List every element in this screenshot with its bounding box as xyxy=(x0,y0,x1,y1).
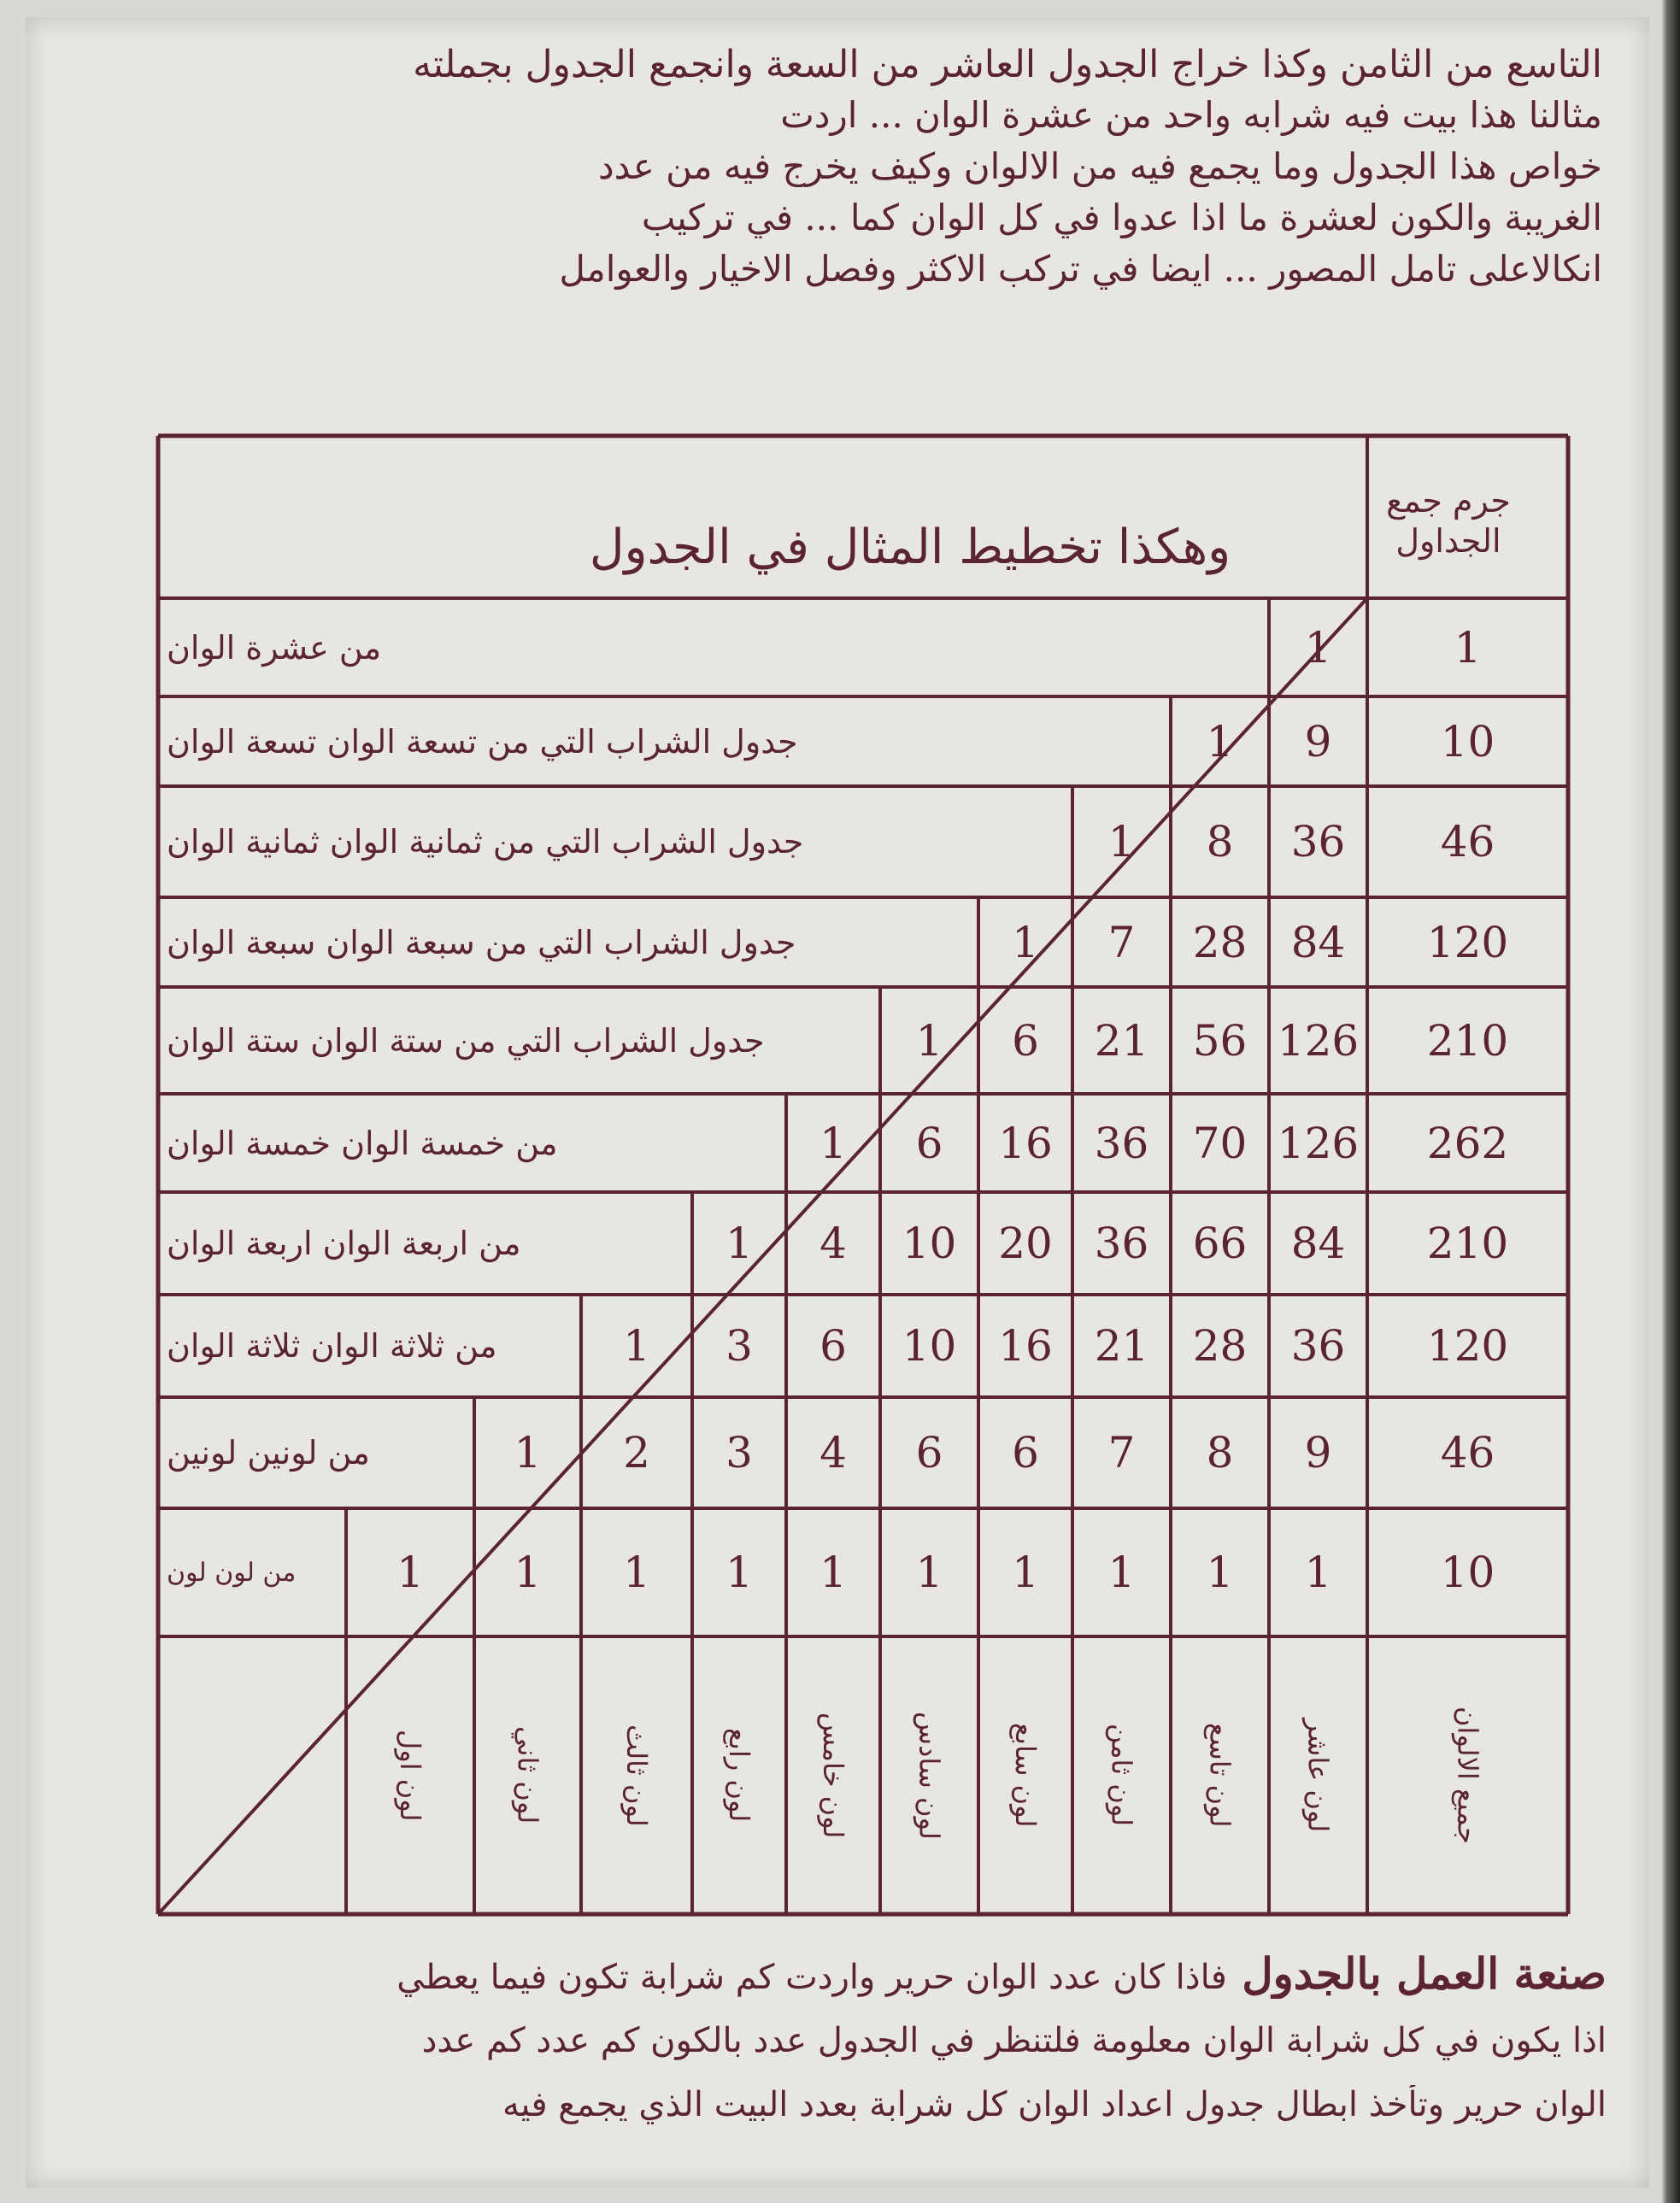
table-cell: 1 xyxy=(397,1548,424,1597)
table-cell: 16 xyxy=(998,1118,1053,1168)
table-cell: 210 xyxy=(1426,1219,1509,1268)
footer-heading-text: صنعة العمل بالجدول xyxy=(1242,1948,1607,1999)
table-cell: 28 xyxy=(1192,1321,1248,1371)
table-cell: 56 xyxy=(1192,1015,1248,1066)
table-cell: 10 xyxy=(902,1321,957,1371)
row-label: جدول الشراب التي من ثمانية الوان ثمانية الوان xyxy=(167,823,804,861)
footer-heading xyxy=(137,1948,1607,1999)
table-cell: 1 xyxy=(1304,622,1332,673)
table-cell: 1 xyxy=(1107,1548,1136,1597)
table-cell: 6 xyxy=(915,1118,943,1168)
table-cell: 3 xyxy=(725,1428,753,1477)
table-cell: 6 xyxy=(819,1321,847,1371)
column-label: لون عاشر xyxy=(1301,1718,1335,1833)
table-cell: 1 xyxy=(514,1428,542,1477)
table-cell: 4 xyxy=(819,1428,847,1477)
row-label: جدول الشراب التي من ستة الوان ستة الوان xyxy=(167,1021,765,1060)
table-cell: 1 xyxy=(1206,716,1234,767)
intro-line: انكالاعلى تامل المصور ... ايضا في تركب الاكثر وفصل الاخيار والعوامل xyxy=(559,248,1602,290)
column-label: لون رابع xyxy=(723,1728,755,1823)
table-cell: 9 xyxy=(1304,1428,1332,1477)
table-cell: 70 xyxy=(1192,1118,1248,1168)
column-label: لون ثامن xyxy=(1105,1724,1138,1827)
column-label: لون ثالث xyxy=(620,1724,653,1827)
row-label: جدول الشراب التي من سبعة الوان سبعة الوان xyxy=(167,923,796,961)
table-cell: 1 xyxy=(514,1548,542,1597)
manuscript-page xyxy=(26,17,1649,2188)
column-label: لون تاسع xyxy=(1203,1723,1237,1828)
intro-line: الغريبة والكون لعشرة ما اذا عدوا في كل الوان كما ... في تركيب xyxy=(641,197,1602,238)
column-label: لون سادس xyxy=(913,1711,946,1840)
table-cell: 1 xyxy=(1107,817,1136,867)
table-cell: 3 xyxy=(725,1321,753,1371)
corner-header: جرم جمع الجداول xyxy=(1386,481,1511,560)
table-cell: 9 xyxy=(1304,716,1332,767)
table-cell: 6 xyxy=(915,1428,943,1477)
page-edge-shadow xyxy=(1661,0,1680,2203)
table-cell: 7 xyxy=(1107,1428,1136,1477)
table-cell: 46 xyxy=(1440,1428,1495,1477)
table-cell: 1 xyxy=(819,1118,847,1168)
table-cell: 28 xyxy=(1192,917,1248,967)
table-cell: 1 xyxy=(1304,1548,1332,1597)
column-label: لون ثاني xyxy=(511,1726,544,1824)
table-cell: 36 xyxy=(1094,1118,1149,1168)
row-label: من لون لون xyxy=(167,1557,297,1588)
row-label: من ثلاثة الوان ثلاثة الوان xyxy=(167,1327,497,1365)
table-cell: 1 xyxy=(725,1548,753,1597)
table-cell: 10 xyxy=(1440,716,1495,767)
row-label: من خمسة الوان خمسة الوان xyxy=(167,1124,558,1162)
row-label: من عشرة الوان xyxy=(167,628,382,667)
footer-line2: اذا يكون في كل شرابة الوان معلومة فلتنظر في الجدول عدد بالكون كم عدد كم عدد xyxy=(421,2021,1607,2060)
table-cell: 36 xyxy=(1094,1219,1149,1268)
table-cell: 8 xyxy=(1206,817,1234,867)
table-cell: 7 xyxy=(1107,917,1136,967)
footer-line1: فاذا كان عدد الوان حرير واردت كم شرابة تكون فيما يعطي xyxy=(397,1958,1227,1997)
table-cell: 84 xyxy=(1290,917,1346,967)
table-cell: 21 xyxy=(1094,1015,1149,1066)
table-cell: 1 xyxy=(819,1548,847,1597)
column-label: جميع الالوان xyxy=(1451,1707,1484,1844)
table-cell: 10 xyxy=(902,1219,957,1268)
table-cell: 1 xyxy=(1012,1548,1039,1597)
table-cell: 1 xyxy=(1454,622,1482,673)
table-cell: 6 xyxy=(1012,1428,1039,1477)
table-cell: 20 xyxy=(998,1219,1053,1268)
intro-line: خواص هذا الجدول وما يجمع فيه من الالوان وكيف يخرج فيه من عدد xyxy=(597,145,1602,187)
table-cell: 1 xyxy=(623,1548,650,1597)
table-cell: 1 xyxy=(1012,917,1039,967)
footer-line3: الوان حرير وتأخذ ابطال جدول اعداد الوان كل شرابة بعدد البيت الذي يجمع فيه xyxy=(502,2085,1607,2124)
table-cell: 46 xyxy=(1440,817,1495,867)
table-cell: 262 xyxy=(1426,1118,1509,1168)
column-label: لون اول xyxy=(394,1729,426,1822)
row-label: جدول الشراب التي من تسعة الوان تسعة الوان xyxy=(167,722,798,761)
table-cell: 1 xyxy=(725,1219,753,1268)
table-cell: 6 xyxy=(1012,1015,1039,1066)
table-title: وهكذا تخطيط المثال في الجدول xyxy=(589,519,1231,575)
table-cell: 21 xyxy=(1094,1321,1149,1371)
table-cell: 84 xyxy=(1290,1219,1346,1268)
column-label: لون سابع xyxy=(1009,1723,1042,1828)
row-label: من اربعة الوان اربعة الوان xyxy=(167,1225,521,1262)
table-cell: 1 xyxy=(915,1015,943,1066)
table-cell: 4 xyxy=(819,1219,847,1268)
row-label: من لونين لونين xyxy=(167,1434,370,1472)
table-cell: 16 xyxy=(998,1321,1053,1371)
table-cell: 1 xyxy=(623,1321,650,1371)
table-cell: 10 xyxy=(1440,1548,1495,1597)
table-cell: 8 xyxy=(1206,1428,1234,1477)
table-cell: 36 xyxy=(1290,1321,1346,1371)
table-cell: 210 xyxy=(1426,1015,1509,1066)
table-cell: 2 xyxy=(623,1428,650,1477)
table-cell: 66 xyxy=(1192,1219,1248,1268)
table-cell: 36 xyxy=(1290,817,1346,867)
column-label: لون خامس xyxy=(817,1712,849,1839)
table-cell: 120 xyxy=(1426,1321,1509,1371)
table-cell: 126 xyxy=(1277,1118,1360,1168)
intro-line: مثالنا هذا بيت فيه شرابه واحد من عشرة الوان ... اردت xyxy=(780,94,1602,136)
intro-line: التاسع من الثامن وكذا خراج الجدول العاشر من السعة وانجمع الجدول بجملته xyxy=(413,43,1602,86)
table-cell: 126 xyxy=(1277,1015,1360,1066)
table-cell: 1 xyxy=(915,1548,943,1597)
table-cell: 120 xyxy=(1426,917,1509,967)
table-cell: 1 xyxy=(1206,1548,1234,1597)
